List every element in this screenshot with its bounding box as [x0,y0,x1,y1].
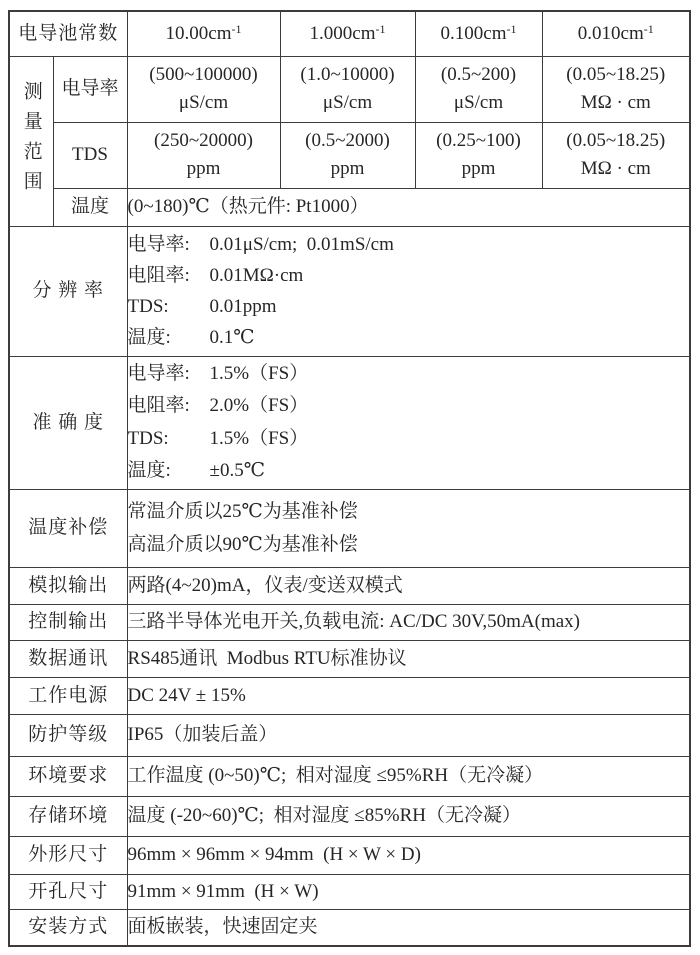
row-control-output [9,604,690,640]
tds-range-2 [280,122,415,188]
cell-constant-2 [280,11,415,56]
range-value: (0.05~18.25) [566,64,666,85]
range-unit: μS/cm [322,92,373,113]
label-outline-dimensions: 外形尺寸 [9,836,127,874]
constant-value: 1.000cm [309,22,376,44]
param-name: 电导率: [127,234,190,255]
power-supply-value: DC 24V ± 15% [127,677,690,714]
data-communication-value: RS485通讯 Modbus RTU标准协议 [127,640,690,677]
row-environment-requirements [9,756,690,796]
temperature-range-value: (0~180)℃（热元件: Pt1000） [127,188,690,226]
param-value: ±0.5℃ [209,460,265,481]
range-unit: MΩ · cm [580,92,651,113]
constant-value: 0.100cm [440,22,507,44]
storage-environment-value: 温度 (-20~60)℃; 相对湿度 ≤85%RH（无冷凝） [127,796,690,836]
temp-compensation-values [127,489,690,567]
range-value: (0.05~18.25) [566,130,666,151]
range-unit: μS/cm [178,92,229,113]
label-data-communication: 数据通讯 [9,640,127,677]
cell-constant-4 [542,11,690,56]
accuracy-line [128,455,690,488]
param-name: 电阻率: [127,265,190,286]
constant-exponent: -1 [643,21,654,36]
accuracy-values [127,356,690,489]
label-temperature: 温度 [53,188,127,226]
param-name: 电阻率: [127,395,190,416]
row-protection-rating [9,714,690,756]
param-value: 1.5%（FS） [209,362,309,384]
row-resolution [9,226,690,356]
param-value: 0.01μS/cm; 0.01mS/cm [209,234,394,255]
resolution-line [128,260,690,291]
conductivity-range-1 [127,56,280,122]
param-name: 电导率: [127,362,190,384]
row-cell-constant [9,11,690,56]
row-analog-output [9,567,690,604]
tds-range-4 [542,122,690,188]
spec-table [8,10,691,947]
cutout-dimensions-value: 91mm × 91mm (H × W) [127,874,690,909]
param-name: TDS: [127,427,169,449]
label-control-output: 控制输出 [9,604,127,640]
cell-constant-3 [415,11,542,56]
conductivity-range-3 [415,56,542,122]
tds-range-3 [415,122,542,188]
range-value: (500~100000) [149,64,258,85]
accuracy-line [128,423,690,456]
row-outline-dimensions [9,836,690,874]
range-unit: ppm [461,158,496,179]
range-unit: ppm [330,158,365,179]
constant-value: 0.010cm [577,22,644,44]
measure-range-vertical-text: 测量范围 [20,81,42,201]
row-accuracy [9,356,690,489]
label-conductivity: 电导率 [53,56,127,122]
outline-dimensions-value: 96mm × 96mm × 94mm (H × W × D) [127,836,690,874]
range-value: (250~20000) [154,130,253,151]
label-resolution: 分 辨 率 [9,226,127,356]
constant-exponent: -1 [375,21,386,36]
conductivity-range-2 [280,56,415,122]
range-unit: ppm [186,158,221,179]
resolution-values [127,226,690,356]
range-value: (0.5~2000) [305,130,390,151]
param-value: 0.01MΩ·cm [209,265,304,286]
param-name: TDS: [127,296,169,317]
tds-range-1 [127,122,280,188]
row-installation-method [9,909,690,946]
range-value: (0.25~100) [436,130,521,151]
row-cutout-dimensions [9,874,690,909]
param-name: 温度: [127,460,171,481]
range-unit: μS/cm [453,92,504,113]
label-storage-environment: 存储环境 [9,796,127,836]
conductivity-range-4 [542,56,690,122]
row-data-communication [9,640,690,677]
label-cell-constant: 电导池常数 [9,11,127,56]
cell-constant-1 [127,11,280,56]
param-value: 0.1℃ [209,327,255,348]
constant-value: 10.00cm [165,22,232,44]
label-accuracy: 准 确 度 [9,356,127,489]
row-storage-environment [9,796,690,836]
label-power-supply: 工作电源 [9,677,127,714]
constant-exponent: -1 [506,21,517,36]
row-conductivity-range [9,56,690,122]
resolution-line [128,229,690,260]
param-value: 2.0%（FS） [209,395,309,416]
constant-exponent: -1 [231,21,242,36]
environment-requirements-value: 工作温度 (0~50)℃; 相对湿度 ≤95%RH（无冷凝） [127,756,690,796]
protection-rating-value: IP65（加装后盖） [127,714,690,756]
temp-comp-line: 高温介质以90℃为基准补偿 [127,534,358,555]
resolution-line [128,322,690,353]
analog-output-value: 两路(4~20)mA，仪表/变送双模式 [127,567,690,604]
param-value: 0.01ppm [209,296,277,317]
installation-method-value: 面板嵌装，快速固定夹 [127,909,690,946]
label-cutout-dimensions: 开孔尺寸 [9,874,127,909]
resolution-line [128,291,690,322]
accuracy-line [128,358,690,391]
label-analog-output: 模拟输出 [9,567,127,604]
label-protection-rating: 防护等级 [9,714,127,756]
temp-comp-line: 常温介质以25℃为基准补偿 [127,501,358,522]
param-name: 温度: [127,327,171,348]
label-measure-range [9,56,53,226]
label-temp-compensation: 温度补偿 [9,489,127,567]
row-temp-compensation [9,489,690,567]
range-value: (1.0~10000) [300,64,395,85]
label-tds: TDS [53,122,127,188]
label-installation-method: 安装方式 [9,909,127,946]
range-unit: MΩ · cm [580,158,651,179]
control-output-value: 三路半导体光电开关,负载电流: AC/DC 30V,50mA(max) [127,604,690,640]
row-tds-range [9,122,690,188]
param-value: 1.5%（FS） [209,427,309,449]
row-power-supply [9,677,690,714]
accuracy-line [128,390,690,423]
row-temperature-range [9,188,690,226]
label-environment-requirements: 环境要求 [9,756,127,796]
range-value: (0.5~200) [440,64,517,85]
